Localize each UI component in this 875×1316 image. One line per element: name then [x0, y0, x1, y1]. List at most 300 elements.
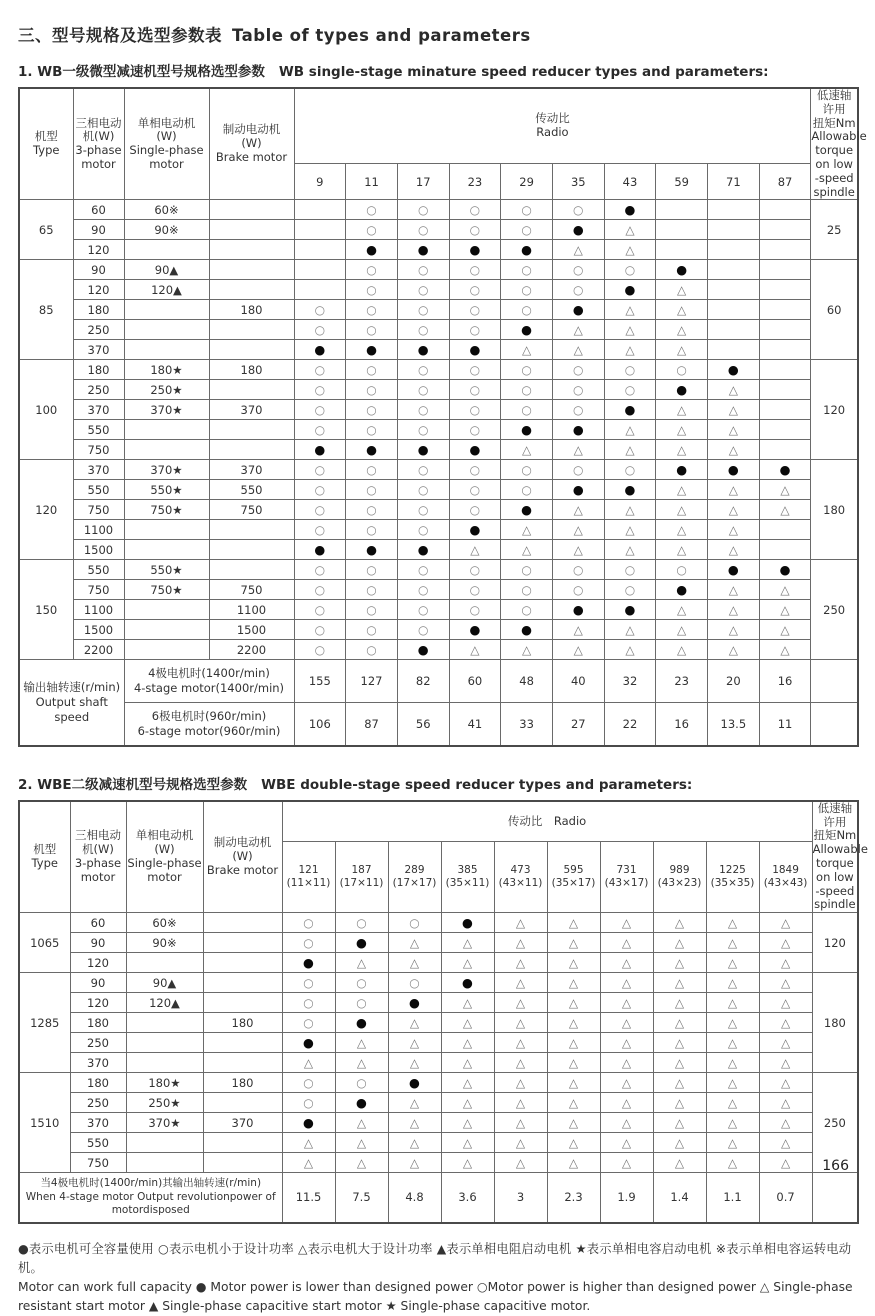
- ratio-symbol-cell: [759, 993, 812, 1013]
- ratio-symbol-cell: [547, 1153, 600, 1173]
- ratio-symbol-cell: [335, 933, 388, 953]
- ratio-symbol-cell: [552, 640, 604, 660]
- ratio-symbol-cell: [547, 1013, 600, 1033]
- open-circle-symbol: ○: [366, 202, 377, 217]
- triangle-symbol: △: [727, 1055, 738, 1070]
- ratio-symbol-cell: [346, 220, 398, 240]
- speed-value-cell: 41: [449, 703, 501, 746]
- single-phase-power-cell: [126, 1033, 203, 1053]
- ratio-symbol-cell: [494, 1153, 547, 1173]
- ratio-symbol-cell: [494, 993, 547, 1013]
- ratio-symbol-cell: [604, 520, 656, 540]
- ratio-symbol-cell: [552, 580, 604, 600]
- ratio-symbol-cell: [397, 620, 449, 640]
- filled-circle-symbol: ●: [462, 975, 473, 991]
- ratio-symbol-cell: [708, 400, 760, 420]
- triangle-symbol: △: [621, 1155, 632, 1170]
- triangle-symbol: △: [573, 242, 583, 257]
- triangle-symbol: △: [515, 1135, 526, 1150]
- three-phase-power-cell: 1100: [73, 520, 124, 540]
- triangle-symbol: △: [515, 1115, 526, 1130]
- triangle-symbol: △: [727, 935, 738, 950]
- open-circle-symbol: ○: [521, 382, 532, 397]
- ratio-symbol-cell: [604, 360, 656, 380]
- ratio-symbol-cell: [294, 240, 346, 260]
- open-circle-symbol: ○: [521, 262, 532, 277]
- ratio-symbol-cell: [294, 580, 346, 600]
- ratio-symbol-cell: [708, 300, 760, 320]
- ratio-symbol-cell: [294, 220, 346, 240]
- brake-power-cell: [203, 1153, 282, 1173]
- section2-heading-en: WBE double-stage speed reducer types and parameters:: [261, 776, 693, 793]
- triangle-symbol: △: [674, 975, 685, 990]
- speed-value-cell: 3.6: [441, 1173, 494, 1223]
- triangle-symbol: △: [409, 1155, 420, 1170]
- triangle-symbol: △: [728, 542, 738, 557]
- ratio-col-header: 17: [397, 164, 449, 200]
- ratio-symbol-cell: [706, 1113, 759, 1133]
- ratio-symbol-cell: [706, 993, 759, 1013]
- ratio-symbol-cell: [501, 220, 553, 240]
- brake-power-cell: [203, 1093, 282, 1113]
- brake-power-cell: [203, 1133, 282, 1153]
- filled-circle-symbol: ●: [366, 442, 377, 458]
- triangle-symbol: △: [677, 642, 687, 657]
- filled-circle-symbol: ●: [469, 622, 481, 638]
- speed-value-cell: 32: [604, 660, 656, 703]
- ratio-symbol-cell: [294, 500, 346, 520]
- open-circle-symbol: ○: [366, 402, 377, 417]
- triangle-symbol: △: [677, 342, 687, 357]
- page-title-zh: 三、型号规格及选型参数表: [18, 26, 222, 45]
- single-phase-power-cell: 90▲: [126, 973, 203, 993]
- ratio-symbol-cell: [604, 340, 656, 360]
- triangle-symbol: △: [674, 1115, 685, 1130]
- triangle-symbol: △: [515, 1055, 526, 1070]
- ratio-symbol-cell: [600, 933, 653, 953]
- ratio-symbol-cell: [449, 520, 501, 540]
- three-phase-power-cell: 180: [70, 1013, 126, 1033]
- open-circle-symbol: ○: [356, 1075, 367, 1090]
- wbe-double-stage-table: [18, 800, 868, 1224]
- brake-power-cell: [209, 260, 294, 280]
- brake-power-cell: 370: [209, 460, 294, 480]
- ratio-symbol-cell: [397, 320, 449, 340]
- triangle-symbol: △: [621, 955, 632, 970]
- three-phase-power-cell: 250: [70, 1033, 126, 1053]
- speed-value-cell: 22: [604, 703, 656, 746]
- three-phase-power-cell: 60: [70, 913, 126, 933]
- brake-power-cell: [209, 420, 294, 440]
- single-phase-power-cell: [124, 300, 209, 320]
- ratio-symbol-cell: [397, 400, 449, 420]
- ratio-symbol-cell: [552, 460, 604, 480]
- brake-power-cell: 180: [209, 300, 294, 320]
- triangle-symbol: △: [470, 542, 480, 557]
- speed-value-cell: 16: [656, 703, 708, 746]
- triangle-symbol: △: [625, 422, 635, 437]
- ratio-symbol-cell: [441, 933, 494, 953]
- ratio-symbol-cell: [294, 320, 346, 340]
- ratio-symbol-cell: [335, 1153, 388, 1173]
- ratio-symbol-cell: [552, 280, 604, 300]
- triangle-symbol: △: [409, 1055, 420, 1070]
- model-type-cell: 150: [19, 560, 73, 660]
- ratio-symbol-cell: [449, 560, 501, 580]
- triangle-symbol: △: [462, 1115, 473, 1130]
- single-phase-power-cell: [124, 240, 209, 260]
- ratio-symbol-cell: [656, 480, 708, 500]
- ratio-symbol-cell: [706, 1153, 759, 1173]
- ratio-symbol-cell: [604, 440, 656, 460]
- triangle-symbol: △: [677, 442, 687, 457]
- ratio-symbol-cell: [708, 200, 760, 220]
- ratio-symbol-cell: [656, 360, 708, 380]
- ratio-symbol-cell: [708, 640, 760, 660]
- ratio-symbol-cell: [653, 1013, 706, 1033]
- single-phase-power-cell: 370★: [124, 400, 209, 420]
- ratio-symbol-cell: [397, 600, 449, 620]
- filled-circle-symbol: ●: [676, 462, 688, 478]
- triangle-symbol: △: [515, 935, 526, 950]
- triangle-symbol: △: [462, 1035, 473, 1050]
- model-type-cell: 85: [19, 260, 73, 360]
- ratio-symbol-cell: [552, 220, 604, 240]
- filled-circle-symbol: ●: [469, 442, 481, 458]
- col-header-type: 机型 Type: [19, 88, 73, 200]
- ratio-symbol-cell: [501, 640, 553, 660]
- ratio-symbol-cell: [388, 1153, 441, 1173]
- ratio-symbol-cell: [552, 620, 604, 640]
- triangle-symbol: △: [568, 975, 579, 990]
- ratio-symbol-cell: [759, 1013, 812, 1033]
- triangle-symbol: △: [780, 935, 791, 950]
- open-circle-symbol: ○: [417, 502, 429, 517]
- speed-value-cell: 27: [552, 703, 604, 746]
- three-phase-power-cell: 250: [73, 320, 124, 340]
- speed-value-cell: 1.9: [600, 1173, 653, 1223]
- triangle-symbol: △: [625, 622, 635, 637]
- open-circle-symbol: ○: [417, 422, 429, 437]
- filled-circle-symbol: ●: [303, 1035, 314, 1051]
- triangle-symbol: △: [727, 1155, 738, 1170]
- triangle-symbol: △: [780, 1095, 791, 1110]
- ratio-symbol-cell: [294, 440, 346, 460]
- ratio-symbol-cell: [604, 500, 656, 520]
- single-phase-power-cell: 90※: [124, 220, 209, 240]
- ratio-symbol-cell: [346, 320, 398, 340]
- ratio-symbol-cell: [552, 340, 604, 360]
- ratio-symbol-cell: [604, 580, 656, 600]
- triangle-symbol: △: [780, 1075, 791, 1090]
- ratio-symbol-cell: [449, 240, 501, 260]
- filled-circle-symbol: ●: [469, 522, 481, 538]
- ratio-col-header: 87: [759, 164, 811, 200]
- col-header-three-phase-motor: 三相电动 机(W) 3-phase motor: [73, 88, 124, 200]
- empty-cell: [811, 660, 858, 703]
- ratio-col-header: 121 (11×11): [282, 842, 335, 913]
- open-circle-symbol: ○: [469, 382, 481, 397]
- ratio-symbol-cell: [388, 1113, 441, 1133]
- ratio-symbol-cell: [759, 480, 811, 500]
- speed-value-cell: 4.8: [388, 1173, 441, 1223]
- ratio-symbol-cell: [604, 600, 656, 620]
- allowable-torque-cell: 25: [811, 200, 858, 260]
- ratio-symbol-cell: [294, 640, 346, 660]
- brake-power-cell: [203, 1033, 282, 1053]
- ratio-symbol-cell: [449, 480, 501, 500]
- triangle-symbol: △: [356, 1115, 367, 1130]
- ratio-symbol-cell: [759, 500, 811, 520]
- ratio-symbol-cell: [501, 200, 553, 220]
- filled-circle-symbol: ●: [727, 462, 739, 478]
- ratio-symbol-cell: [494, 1033, 547, 1053]
- ratio-symbol-cell: [282, 1053, 335, 1073]
- ratio-symbol-cell: [397, 300, 449, 320]
- single-phase-power-cell: [124, 520, 209, 540]
- ratio-symbol-cell: [501, 500, 553, 520]
- ratio-symbol-cell: [294, 620, 346, 640]
- ratio-symbol-cell: [294, 480, 346, 500]
- triangle-symbol: △: [462, 935, 473, 950]
- wb-single-stage-table: [18, 87, 867, 747]
- triangle-symbol: △: [728, 502, 738, 517]
- filled-circle-symbol: ●: [676, 582, 688, 598]
- open-circle-symbol: ○: [469, 222, 481, 237]
- ratio-symbol-cell: [346, 300, 398, 320]
- single-phase-power-cell: [124, 420, 209, 440]
- open-circle-symbol: ○: [417, 302, 429, 317]
- brake-power-cell: 1100: [209, 600, 294, 620]
- ratio-symbol-cell: [388, 1093, 441, 1113]
- ratio-symbol-cell: [346, 640, 398, 660]
- filled-circle-symbol: ●: [727, 562, 739, 578]
- section1-heading-zh: 1. WB一级微型减速机型号规格选型参数: [18, 64, 265, 80]
- ratio-symbol-cell: [388, 1053, 441, 1073]
- ratio-symbol-cell: [653, 1053, 706, 1073]
- ratio-symbol-cell: [656, 380, 708, 400]
- open-circle-symbol: ○: [469, 582, 481, 597]
- triangle-symbol: △: [727, 1135, 738, 1150]
- triangle-symbol: △: [727, 1015, 738, 1030]
- single-phase-power-cell: 250★: [126, 1093, 203, 1113]
- ratio-symbol-cell: [706, 1073, 759, 1093]
- triangle-symbol: △: [674, 995, 685, 1010]
- single-phase-power-cell: 370★: [124, 460, 209, 480]
- three-phase-power-cell: 370: [70, 1113, 126, 1133]
- brake-power-cell: [203, 993, 282, 1013]
- triangle-symbol: △: [780, 995, 791, 1010]
- open-circle-symbol: ○: [521, 282, 532, 297]
- filled-circle-symbol: ●: [676, 262, 688, 278]
- open-circle-symbol: ○: [417, 482, 429, 497]
- open-circle-symbol: ○: [521, 602, 532, 617]
- triangle-symbol: △: [677, 422, 687, 437]
- ratio-symbol-cell: [600, 993, 653, 1013]
- open-circle-symbol: ○: [366, 622, 377, 637]
- open-circle-symbol: ○: [417, 322, 429, 337]
- open-circle-symbol: ○: [417, 562, 429, 577]
- ratio-symbol-cell: [656, 260, 708, 280]
- ratio-symbol-cell: [501, 420, 553, 440]
- triangle-symbol: △: [677, 542, 687, 557]
- ratio-symbol-cell: [335, 1053, 388, 1073]
- allowable-torque-cell: 60: [811, 260, 858, 360]
- three-phase-power-cell: 1500: [73, 620, 124, 640]
- open-circle-symbol: ○: [366, 322, 377, 337]
- open-circle-symbol: ○: [417, 262, 429, 277]
- ratio-symbol-cell: [759, 240, 811, 260]
- open-circle-symbol: ○: [366, 262, 377, 277]
- triangle-symbol: △: [621, 1015, 632, 1030]
- ratio-symbol-cell: [759, 913, 812, 933]
- ratio-symbol-cell: [547, 1113, 600, 1133]
- ratio-symbol-cell: [346, 340, 398, 360]
- ratio-symbol-cell: [653, 1093, 706, 1113]
- triangle-symbol: △: [625, 502, 635, 517]
- single-phase-power-cell: [126, 1053, 203, 1073]
- ratio-symbol-cell: [501, 340, 553, 360]
- ratio-symbol-cell: [397, 460, 449, 480]
- ratio-symbol-cell: [708, 480, 760, 500]
- ratio-symbol-cell: [449, 280, 501, 300]
- ratio-symbol-cell: [449, 320, 501, 340]
- triangle-symbol: △: [568, 1135, 579, 1150]
- triangle-symbol: △: [625, 522, 635, 537]
- speed-value-cell: 87: [346, 703, 398, 746]
- ratio-symbol-cell: [656, 200, 708, 220]
- triangle-symbol: △: [674, 1055, 685, 1070]
- single-phase-power-cell: 90▲: [124, 260, 209, 280]
- ratio-symbol-cell: [494, 1113, 547, 1133]
- ratio-col-header: 35: [552, 164, 604, 200]
- triangle-symbol: △: [409, 955, 420, 970]
- open-circle-symbol: ○: [417, 202, 429, 217]
- ratio-symbol-cell: [653, 993, 706, 1013]
- triangle-symbol: △: [568, 1035, 579, 1050]
- ratio-symbol-cell: [501, 540, 553, 560]
- open-circle-symbol: ○: [366, 502, 377, 517]
- open-circle-symbol: ○: [409, 915, 420, 930]
- open-circle-symbol: ○: [624, 462, 636, 477]
- ratio-symbol-cell: [441, 953, 494, 973]
- ratio-symbol-cell: [501, 520, 553, 540]
- three-phase-power-cell: 550: [73, 480, 124, 500]
- ratio-symbol-cell: [708, 340, 760, 360]
- open-circle-symbol: ○: [314, 322, 326, 337]
- triangle-symbol: △: [573, 642, 583, 657]
- triangle-symbol: △: [780, 1155, 791, 1170]
- ratio-symbol-cell: [759, 640, 811, 660]
- triangle-symbol: △: [727, 1035, 738, 1050]
- single-phase-power-cell: [124, 640, 209, 660]
- ratio-symbol-cell: [656, 520, 708, 540]
- triangle-symbol: △: [515, 995, 526, 1010]
- triangle-symbol: △: [356, 1155, 367, 1170]
- triangle-symbol: △: [727, 955, 738, 970]
- open-circle-symbol: ○: [469, 322, 481, 337]
- open-circle-symbol: ○: [469, 422, 481, 437]
- ratio-symbol-cell: [294, 200, 346, 220]
- triangle-symbol: △: [674, 1075, 685, 1090]
- triangle-symbol: △: [515, 1075, 526, 1090]
- triangle-symbol: △: [677, 322, 687, 337]
- filled-circle-symbol: ●: [356, 1015, 367, 1031]
- open-circle-symbol: ○: [366, 282, 377, 297]
- model-type-cell: 1285: [19, 973, 70, 1073]
- ratio-symbol-cell: [759, 600, 811, 620]
- triangle-symbol: △: [625, 242, 635, 257]
- filled-circle-symbol: ●: [462, 915, 473, 931]
- open-circle-symbol: ○: [303, 935, 314, 950]
- triangle-symbol: △: [356, 1055, 367, 1070]
- triangle-symbol: △: [621, 995, 632, 1010]
- ratio-symbol-cell: [441, 1113, 494, 1133]
- open-circle-symbol: ○: [417, 382, 429, 397]
- triangle-symbol: △: [727, 975, 738, 990]
- ratio-symbol-cell: [759, 300, 811, 320]
- ratio-col-header: 385 (35×11): [441, 842, 494, 913]
- single-phase-power-cell: [126, 953, 203, 973]
- ratio-symbol-cell: [604, 300, 656, 320]
- ratio-symbol-cell: [397, 480, 449, 500]
- triangle-symbol: △: [409, 935, 420, 950]
- ratio-symbol-cell: [294, 560, 346, 580]
- triangle-symbol: △: [515, 1155, 526, 1170]
- triangle-symbol: △: [674, 1035, 685, 1050]
- triangle-symbol: △: [727, 995, 738, 1010]
- ratio-symbol-cell: [547, 953, 600, 973]
- open-circle-symbol: ○: [469, 362, 481, 377]
- speed-value-cell: 56: [397, 703, 449, 746]
- triangle-symbol: △: [674, 1015, 685, 1030]
- triangle-symbol: △: [728, 442, 738, 457]
- ratio-symbol-cell: [759, 460, 811, 480]
- open-circle-symbol: ○: [314, 482, 326, 497]
- triangle-symbol: △: [728, 522, 738, 537]
- triangle-symbol: △: [462, 1075, 473, 1090]
- ratio-symbol-cell: [653, 1113, 706, 1133]
- ratio-col-header: 29: [501, 164, 553, 200]
- ratio-symbol-cell: [501, 440, 553, 460]
- open-circle-symbol: ○: [573, 382, 584, 397]
- open-circle-symbol: ○: [469, 302, 481, 317]
- ratio-symbol-cell: [604, 420, 656, 440]
- ratio-symbol-cell: [759, 1033, 812, 1053]
- triangle-symbol: △: [515, 1015, 526, 1030]
- filled-circle-symbol: ●: [572, 222, 584, 238]
- filled-circle-symbol: ●: [417, 542, 429, 558]
- ratio-symbol-cell: [282, 1033, 335, 1053]
- ratio-symbol-cell: [449, 500, 501, 520]
- speed-value-cell: 13.5: [708, 703, 760, 746]
- triangle-symbol: △: [573, 342, 583, 357]
- open-circle-symbol: ○: [314, 302, 326, 317]
- ratio-symbol-cell: [706, 973, 759, 993]
- speed-value-cell: 60: [449, 660, 501, 703]
- allowable-torque-cell: 250: [812, 1073, 858, 1173]
- ratio-symbol-cell: [759, 953, 812, 973]
- triangle-symbol: △: [621, 935, 632, 950]
- open-circle-symbol: ○: [366, 362, 377, 377]
- ratio-symbol-cell: [604, 380, 656, 400]
- speed-value-cell: 40: [552, 660, 604, 703]
- open-circle-symbol: ○: [469, 502, 481, 517]
- col-header-type: 机型 Type: [19, 801, 70, 913]
- ratio-symbol-cell: [552, 420, 604, 440]
- page-title-en: Table of types and parameters: [232, 26, 531, 45]
- ratio-symbol-cell: [708, 240, 760, 260]
